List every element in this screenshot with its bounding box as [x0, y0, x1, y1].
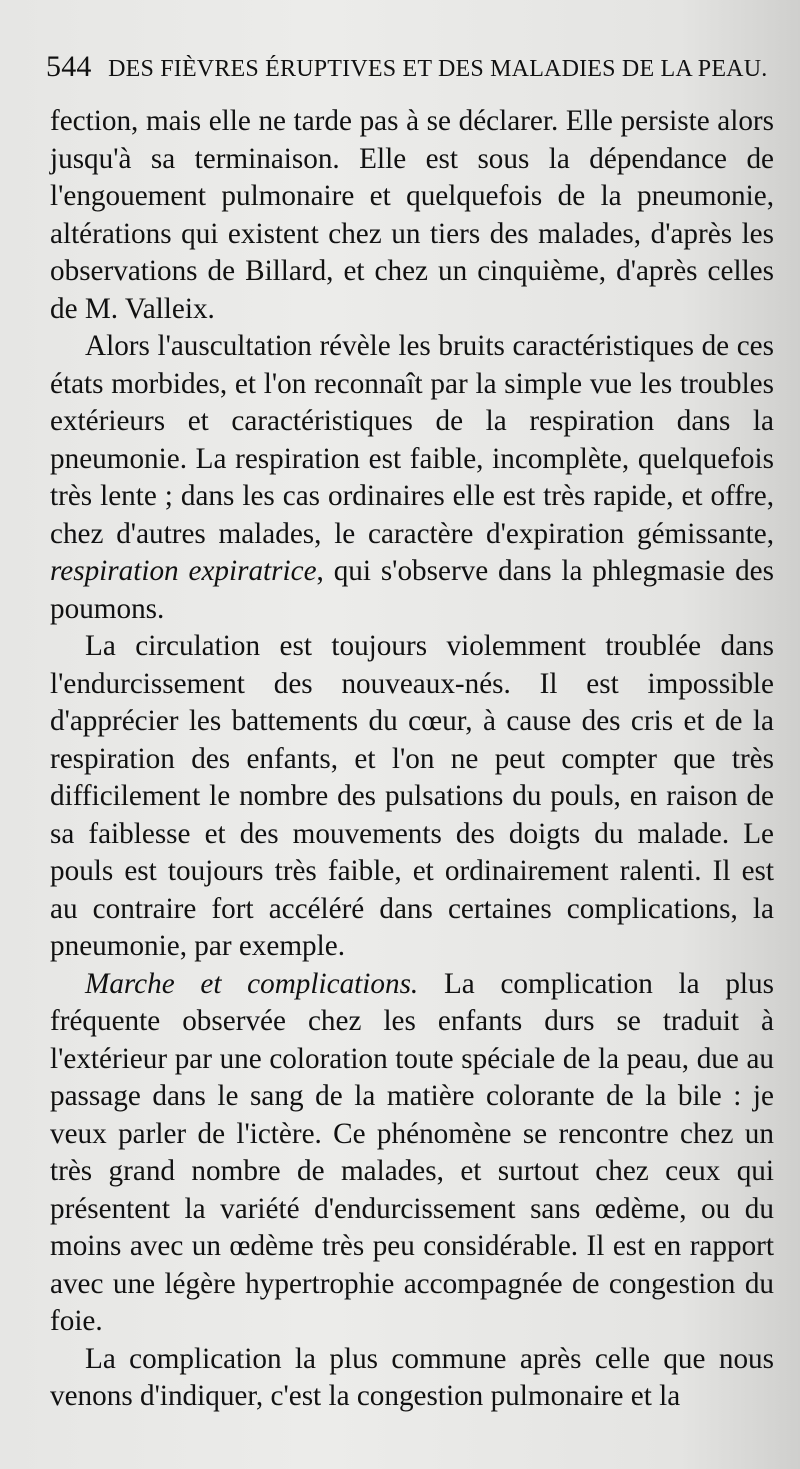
paragraph-4-text: La complication la plus fréquente observée chez les enfants durs se traduit à l'extérieur par une coloration toute spéciale de la peau, due au passage dans le sang de la matière colorante de la bile : je veux parler de l'ictère. Ce phénomène se rencontre chez un très grand nombre de malades, et surtout chez ceux qui présentent la variété d'endurcissement sans œdème, ou du moins avec un œdème très peu considérable. Il est en rapport avec une légère hypertrophie accompagnée de congestion du foie.: [50, 967, 774, 1337]
paragraph-4-lead: Marche et complications.: [85, 967, 419, 1000]
body-text: [50, 103, 774, 1416]
paragraph-3: [50, 628, 774, 966]
paragraph-1-text: fection, mais elle ne tarde pas à se déclarer. Elle persiste alors jusqu'à sa terminaison. Elle est sous la dépendance de l'engouement pulmonaire et quelquefois de la pneumonie, altérations qui existent chez un tiers des malades, d'après les observations de Billard, et chez un cinquième, d'après celles de M. Valleix.: [50, 105, 774, 325]
paragraph-2-text: Alors l'auscultation révèle les bruits caractéristiques de ces états morbides, et l'on reconnaît par la simple vue les troubles extérieurs et caractéristiques de la respiration dans la pneumonie. La respiration est faible, incomplète, quelquefois très lente ; dans les cas ordinaires elle est très rapide, et offre, chez d'autres malades, le caractère d'expiration gémissante, respiration expiratrice, qui s'observe dans la phlegmasie des poumons.: [50, 330, 774, 625]
paragraph-4: [50, 966, 774, 1341]
paragraph-2: [50, 328, 774, 628]
paragraph-5: [50, 1341, 774, 1416]
page-number: 544: [46, 50, 92, 83]
paragraph-1: [50, 103, 774, 328]
running-title: DES FIÈVRES ÉRUPTIVES ET DES MALADIES DE LA PEAU.: [108, 56, 768, 82]
paragraph-3-text: La circulation est toujours violemment troublée dans l'endurcissement des nouveaux-nés. Il est impossible d'apprécier les battements du cœur, à cause des cris et de la respiration des enfants, et l'on ne peut compter que très difficilement le nombre des pulsations du pouls, en raison de sa faiblesse et des mouvements des doigts du malade. Le pouls est toujours très faible, et ordinairement ralenti. Il est au contraire fort accéléré dans certaines complications, la pneumonie, par exemple.: [50, 630, 774, 962]
paragraph-5-text: La complication la plus commune après celle que nous venons d'indiquer, c'est la congestion pulmonaire et la: [50, 1342, 774, 1412]
page-header: [46, 50, 776, 84]
